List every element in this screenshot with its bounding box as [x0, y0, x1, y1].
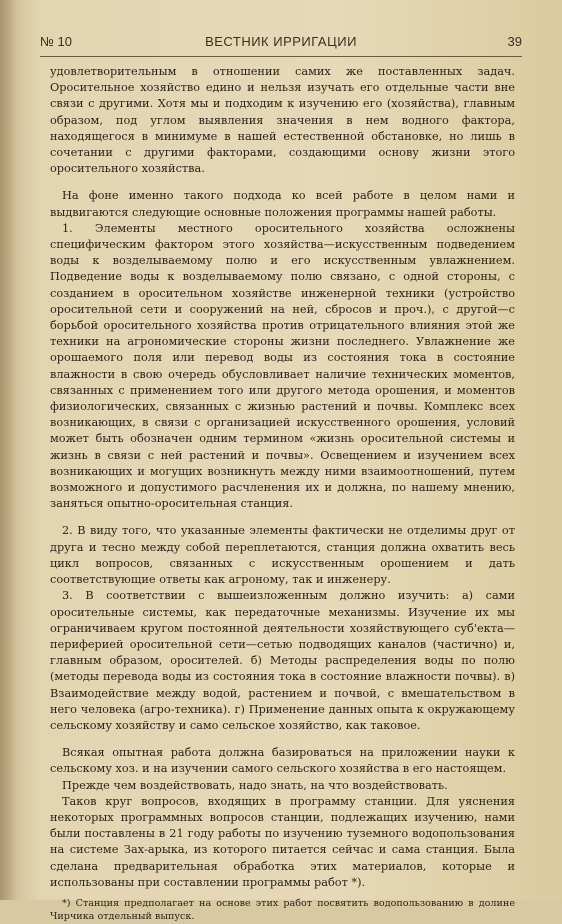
- journal-title: ВЕСТНИК ИРРИГАЦИИ: [205, 34, 357, 49]
- paragraph-experimental-work: Всякая опытная работа должна базироваться на приложении науки к сельскому хоз. и на изучении самого сельского хозяйства в его настоящем.: [50, 746, 515, 776]
- body-text: [50, 64, 515, 924]
- page-edge-shadow: [0, 0, 18, 900]
- footnote: *) Станция предполагает на основе этих работ посвятить водопользованию в долине Чирчика отдельный выпуск.: [50, 897, 515, 923]
- paragraph-program-scope: Таков круг вопросов, входящих в программу станции. Для уяснения некоторых программных вопросов станции, подлежащих изучению, нами были поставлены в 21 году работы по изучению туземного водопользования на системе Зах-арыка, из которого питается сейчас и сама станция. Была сделана предварительная обработка этих материалов, которые и использованы при составлении программы работ *).: [50, 794, 515, 889]
- running-header: [40, 34, 522, 52]
- paragraph-maxim: Прежде чем воздействовать, надо знать, на что воздействовать.: [62, 778, 448, 792]
- paragraph-point-2: 2. В виду того, что указанные элементы фактически не отделимы друг от друга и тесно между собой переплетаются, станция должна охватить весь цикл вопросов, связанных с искусственным орошением и дать соответствующие ответы как агроному, так и инженеру.: [50, 524, 515, 587]
- paragraph-continued: удовлетворительным в отношении самих же поставленных задач. Оросительное хозяйство едино и нельзя изучать его отдельные части вне связи с другими. Хотя мы и подходим к изучению его (хозяйства), главным образом, под углом выявления значения в нем водного фактора, находящегося в минимуме в нашей естественной обстановке, но лишь в сочетании с другими факторами, создающими основу жизни этого оросительного хозяйства.: [50, 65, 515, 176]
- paragraph-intro: На фоне именно такого подхода ко всей работе в целом нами и выдвигаются следующие основные положения программы нашей работы.: [50, 189, 515, 219]
- paragraph-point-3: 3. В соответствии с вышеизложенным должно изучить: а) сами оросительные системы, как передаточные механизмы. Изучение их мы ограничиваем кругом постоянной деятельности хозяйствующего суб'екта—периферией оросительной сети—сетью подводящих каналов (частично) и, главным образом, оросителей. б) Методы распределения воды по полю (методы перевода воды из состояния тока в состояние влажности почвы). в) Взаимодействие между водой, растением и почвой, с вмешательством в него человека (агро-техника). г) Применение данных опыта к окружающему сельскому хозяйству и само сельское хозяйство, как таковое.: [50, 589, 515, 732]
- page-number: 39: [507, 34, 522, 49]
- header-rule: [40, 56, 522, 57]
- issue-number: № 10: [40, 34, 73, 49]
- paragraph-point-1: 1. Элементы местного оросительного хозяйства осложнены специфическим фактором этого хозяйства—искусственным подведением воды к возделываемому полю и его искусственным увлажнением. Подведение воды к возделываемому полю связано, с одной стороны, с созданием в оросительном хозяйстве инженерной техники (устройство оросительной сети и сооружений на ней, сбросов и проч.), с другой—с борьбой оросительного хозяйства против отрицательного влияния этой же техники на агрономические стороны жизни последнего. Увлажнение же орошаемого поля или перевод воды из состояния тока в состояние влажности в свою очередь обусловливает наличие технических моментов, связанных с применением того или другого метода орошения, и моментов физиологических, связанных с жизнью растений и почвы. Комплекс всех возникающих, в связи с организацией искусственного орошения, условий может быть обозначен одним термином «жизнь оросительной системы и жизнь в связи с ней растений и почвы». Освещением и изучением всех возникающих и могущих возникнуть между ними взаимоотношений, путем возможного и допустимого расчленения их и должна, по нашему мнению, заняться опытно-оросительная станция.: [50, 221, 515, 511]
